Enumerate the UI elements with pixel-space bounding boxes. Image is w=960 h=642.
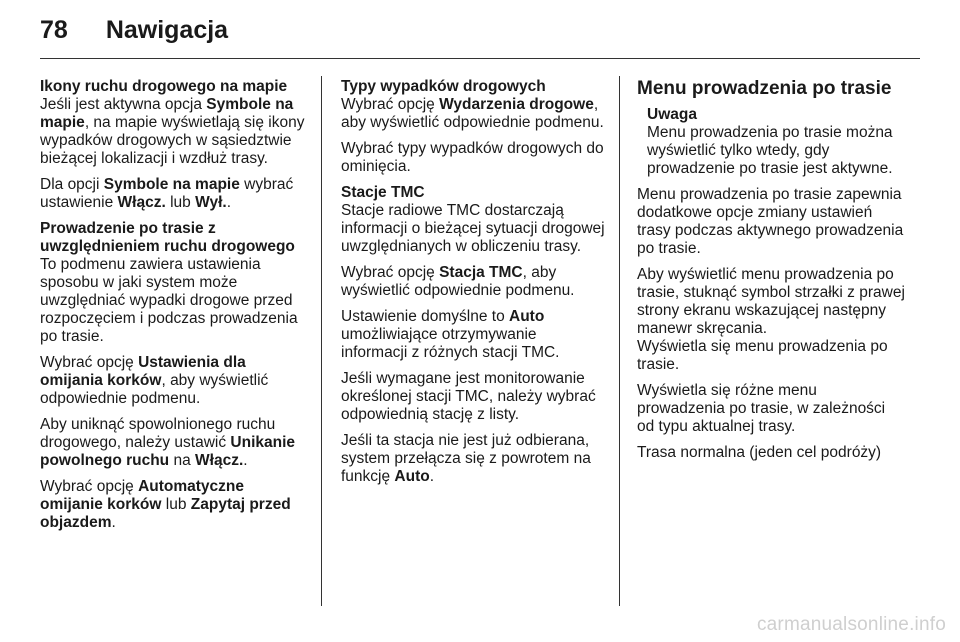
paragraph: To podmenu zawiera ustawienia sposobu w jaki system może uwzględniać wypadki drogowe przed rozpoczęciem i podczas prowadzenia po trasie. — [40, 256, 298, 345]
watermark: carmanualsonline.info — [756, 614, 946, 635]
heading-traffic-icons: Ikony ruchu drogowego na mapie — [40, 78, 288, 95]
heading-tmc-stations: Stacje TMC — [341, 184, 425, 201]
paragraph: Trasa normalna (jeden cel podróży) — [637, 444, 882, 461]
paragraph: Dla opcji Symbole na mapie wybrać ustawienie Włącz. lub Wył.. — [40, 176, 294, 211]
note-box — [647, 106, 905, 178]
note-text: Menu prowadzenia po trasie można wyświetlić tylko wtedy, gdy prowadzenie po trasie jest aktywne. — [647, 124, 893, 177]
paragraph: Wyświetla się różne menu prowadzenia po trasie, w zależności od typu aktualnej trasy. — [637, 382, 886, 435]
column-divider — [619, 76, 620, 606]
section-heading: Menu prowadzenia po trasie — [637, 78, 892, 99]
paragraph: Jeśli ta stacja nie jest już odbierana, system przełącza się z powrotem na funkcję Auto. — [341, 432, 591, 485]
paragraph: Jeśli wymagane jest monitorowanie określonej stacji TMC, należy wybrać odpowiednią stację z listy. — [341, 370, 596, 423]
paragraph: Stacje radiowe TMC dostarczają informacji o bieżącej sytuacji drogowej uwzględnianych w obliczeniu trasy. — [341, 202, 605, 255]
column-divider — [321, 76, 322, 606]
paragraph: Aby wyświetlić menu prowadzenia po trasie, stuknąć symbol strzałki z prawej strony ekranu wskazującej następny manewr skręcania. — [637, 266, 905, 337]
column-2 — [341, 78, 605, 494]
paragraph: Aby uniknąć spowolnionego ruchu drogowego, należy ustawić Unikanie powolnego ruchu na Włącz.. — [40, 416, 296, 469]
column-3 — [637, 78, 905, 470]
page-header — [40, 16, 228, 50]
paragraph: Ustawienie domyślne to Auto umożliwiające otrzymywanie informacji z różnych stacji TMC. — [341, 308, 560, 361]
paragraph: Wybrać opcję Wydarzenia drogowe, aby wyświetlić odpowiednie podmenu. — [341, 96, 604, 131]
paragraph: Wybrać opcję Automatyczne omijanie korków lub Zapytaj przed objazdem. — [40, 478, 291, 531]
paragraph: Jeśli jest aktywna opcja Symbole na mapie, na mapie wyświetlają się ikony wypadków drogowych w sąsiedztwie bieżącej lokalizacji i wzdłuż trasy. — [40, 96, 305, 167]
paragraph: Wyświetla się menu prowadzenia po trasie. — [637, 338, 888, 373]
heading-traffic-routing: Prowadzenie po trasie z uwzględnieniem ruchu drogowego — [40, 220, 295, 255]
option-map-symbols: Symbole na mapie — [40, 96, 294, 131]
header-rule — [40, 58, 920, 59]
paragraph: Menu prowadzenia po trasie zapewnia dodatkowe opcje zmiany ustawień trasy podczas aktywnego prowadzenia po trasie. — [637, 186, 904, 257]
column-1 — [40, 78, 308, 540]
note-title: Uwaga — [647, 106, 697, 123]
paragraph: Wybrać typy wypadków drogowych do ominięcia. — [341, 140, 604, 175]
paragraph: Wybrać opcję Stacja TMC, aby wyświetlić odpowiednie podmenu. — [341, 264, 575, 299]
heading-incident-types: Typy wypadków drogowych — [341, 78, 546, 95]
paragraph: Wybrać opcję Ustawienia dla omijania korków, aby wyświetlić odpowiednie podmenu. — [40, 354, 269, 407]
chapter-title: Nawigacja — [105, 16, 229, 44]
page-number: 78 — [40, 16, 68, 44]
